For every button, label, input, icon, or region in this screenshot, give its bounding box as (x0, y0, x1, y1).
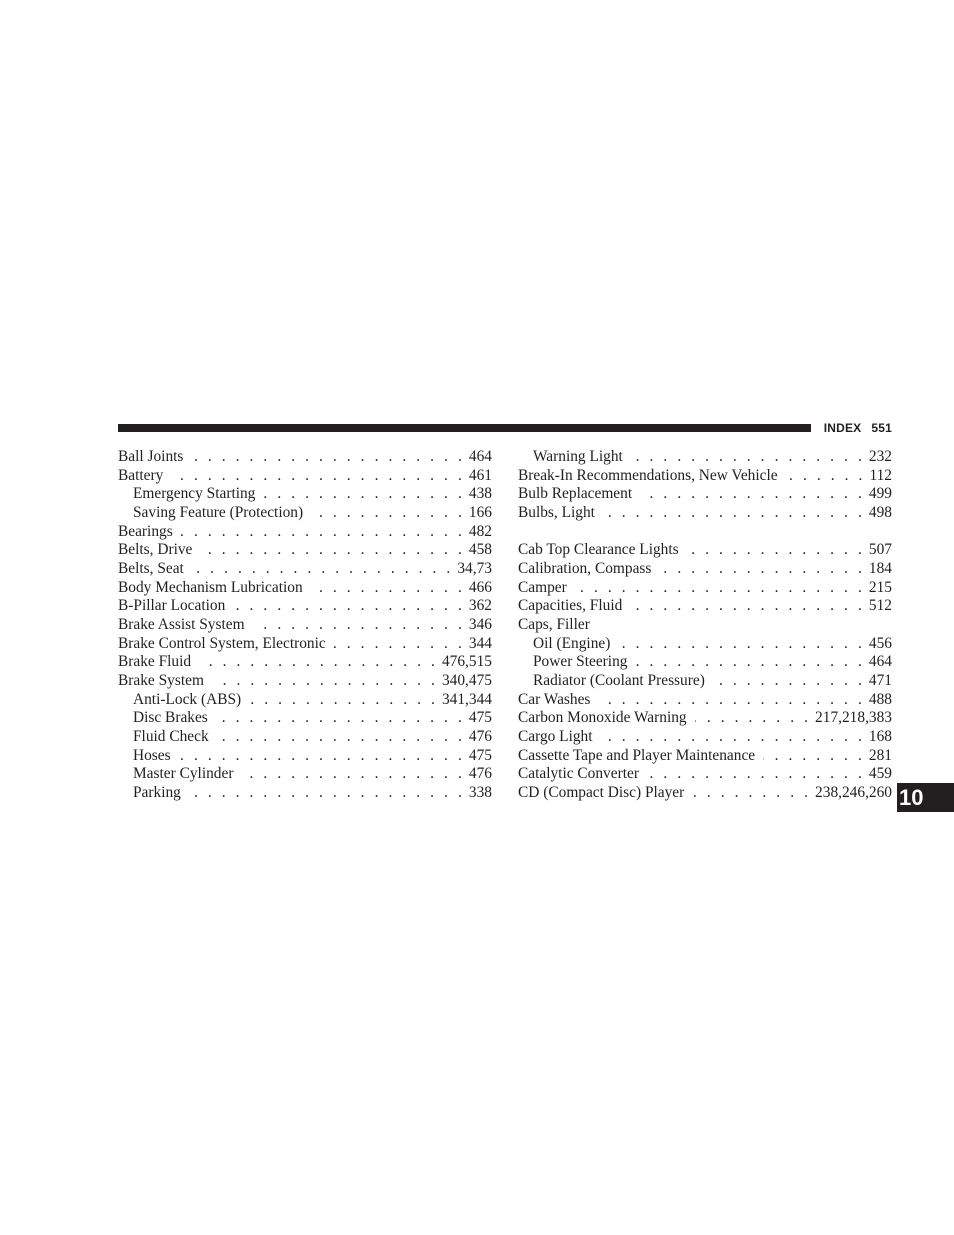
group-spacer (518, 523, 892, 542)
entry-term: Cab Top Clearance Lights (518, 541, 679, 559)
index-entry (518, 541, 892, 560)
dot-leader (692, 784, 811, 803)
dot-leader (659, 560, 865, 579)
entry-pages: 168 (868, 727, 892, 745)
entry-term: Belts, Drive (118, 541, 193, 559)
dot-leader (181, 523, 465, 542)
index-entry (518, 765, 892, 784)
entry-term: Master Cylinder (133, 765, 234, 783)
running-header (118, 419, 892, 437)
entry-term: Brake Control System, Electronic (118, 634, 326, 652)
dot-leader (189, 784, 465, 803)
dot-leader (603, 504, 865, 523)
index-entry (118, 653, 492, 672)
index-subentry (118, 784, 492, 803)
index-subentry (118, 728, 492, 747)
entry-pages: 238,246,260 (815, 783, 892, 801)
entry-term: Radiator (Coolant Pressure) (533, 671, 705, 689)
entry-term: Warning Light (533, 448, 623, 465)
dot-leader (233, 597, 465, 616)
entry-pages: 456 (868, 634, 892, 652)
entry-pages: 464 (868, 653, 892, 671)
dot-leader (311, 504, 465, 523)
index-entry (518, 616, 892, 635)
header-rule (118, 424, 811, 432)
entry-pages: 498 (868, 503, 892, 521)
entry-term: Anti-Lock (ABS) (133, 690, 242, 708)
index-entry (118, 616, 492, 635)
entry-pages: 217,218,383 (815, 709, 892, 727)
entry-term: Bulb Replacement (518, 485, 633, 503)
entry-pages: 438 (468, 485, 492, 503)
entry-term: Oil (Engine) (533, 634, 611, 652)
entry-term: Caps, Filler (518, 615, 590, 633)
index-subentry (518, 672, 892, 691)
index-subentry (518, 448, 892, 467)
entry-pages: 341,344 (441, 690, 492, 708)
index-entry (118, 579, 492, 598)
entry-term: B-Pillar Location (118, 597, 226, 615)
index-entry (118, 523, 492, 542)
entry-term: Emergency Starting (133, 485, 256, 503)
entry-pages: 344 (468, 634, 492, 652)
dot-leader (199, 653, 438, 672)
dot-leader (249, 691, 438, 710)
entry-pages: 476 (468, 765, 492, 783)
entry-term: Hoses (133, 746, 171, 764)
entry-term: Ball Joints (118, 448, 184, 465)
index-column-right (518, 448, 892, 802)
entry-pages: 464 (468, 448, 492, 465)
page-number: 551 (871, 421, 892, 435)
entry-pages: 476 (468, 727, 492, 745)
entry-pages: 346 (468, 615, 492, 633)
index-entry (518, 709, 892, 728)
dot-leader (179, 747, 465, 766)
entry-pages: 340,475 (441, 671, 492, 689)
index-subentry (118, 504, 492, 523)
entry-term: Battery (118, 466, 164, 484)
index-group-c (518, 541, 892, 802)
entry-term: Brake Assist System (118, 615, 245, 633)
entry-pages: 184 (868, 559, 892, 577)
dot-leader (334, 635, 465, 654)
index-subentry (118, 709, 492, 728)
index-entry (518, 691, 892, 710)
index-subentry (118, 691, 492, 710)
section-label: INDEX (823, 421, 862, 435)
index-entry (118, 541, 492, 560)
entry-pages: 507 (868, 541, 892, 559)
entry-term: Parking (133, 783, 181, 801)
index-entry (518, 747, 892, 766)
entry-pages: 112 (869, 466, 892, 484)
entry-term: Carbon Monoxide Warning (518, 709, 687, 727)
dot-leader (575, 579, 865, 598)
entry-pages: 512 (868, 597, 892, 615)
entry-pages: 166 (468, 503, 492, 521)
index-subentry (518, 653, 892, 672)
index-entry (118, 635, 492, 654)
index-subentry (118, 485, 492, 504)
entry-term: Bulbs, Light (518, 503, 595, 521)
entry-pages: 475 (468, 746, 492, 764)
entry-pages: 459 (868, 765, 892, 783)
index-subentry (518, 635, 892, 654)
dot-leader (786, 467, 866, 486)
index-entry (118, 448, 492, 467)
dot-leader (647, 765, 865, 784)
dot-leader (192, 560, 454, 579)
index-entry (518, 784, 892, 803)
dot-leader (695, 709, 811, 728)
header-label (824, 419, 892, 437)
entry-pages: 475 (468, 709, 492, 727)
dot-leader (217, 728, 465, 747)
entry-pages: 338 (468, 783, 492, 801)
index-entry (518, 560, 892, 579)
dot-leader (212, 672, 438, 691)
index-entry (118, 597, 492, 616)
entry-term: Capacities, Fluid (518, 597, 623, 615)
dot-leader (598, 691, 864, 710)
entry-pages: 466 (468, 578, 492, 596)
dot-leader (601, 728, 865, 747)
dot-leader (191, 448, 464, 467)
entry-term: Saving Feature (Protection) (133, 503, 304, 521)
entry-pages: 232 (868, 448, 892, 465)
entry-term: Bearings (118, 522, 173, 540)
entry-pages: 34,73 (457, 559, 492, 577)
dot-leader (263, 485, 465, 504)
entry-term: Car Washes (518, 690, 591, 708)
index-entry (518, 485, 892, 504)
entry-pages: 362 (468, 597, 492, 615)
entry-term: Fluid Check (133, 727, 209, 745)
entry-pages: 471 (868, 671, 892, 689)
dot-leader (763, 747, 865, 766)
dot-leader (635, 653, 864, 672)
dot-leader (687, 541, 865, 560)
entry-term: Belts, Seat (118, 559, 184, 577)
entry-pages: 281 (868, 746, 892, 764)
dot-leader (618, 635, 865, 654)
index-entry (518, 597, 892, 616)
entry-pages: 488 (868, 690, 892, 708)
dot-leader (253, 616, 465, 635)
entry-term: Brake Fluid (118, 653, 192, 671)
dot-leader (311, 579, 465, 598)
entry-term: Calibration, Compass (518, 559, 652, 577)
entry-pages: 458 (468, 541, 492, 559)
dot-leader (640, 485, 865, 504)
index-entry (518, 579, 892, 598)
dot-leader (630, 597, 865, 616)
entry-term: Body Mechanism Lubrication (118, 578, 303, 596)
dot-leader (200, 541, 465, 560)
dot-leader (171, 467, 465, 486)
dot-leader (631, 448, 865, 467)
entry-term: Disc Brakes (133, 709, 208, 727)
entry-term: Cassette Tape and Player Maintenance (518, 746, 756, 764)
entry-pages: 215 (868, 578, 892, 596)
entry-pages: 482 (468, 522, 492, 540)
dot-leader (713, 672, 865, 691)
index-column-left (118, 448, 492, 802)
entry-pages: 461 (468, 466, 492, 484)
dot-leader (216, 709, 465, 728)
entry-term: Brake System (118, 671, 204, 689)
index-entry (118, 672, 492, 691)
index-entry (118, 467, 492, 486)
entry-term: CD (Compact Disc) Player (518, 783, 685, 801)
entry-pages: 499 (868, 485, 892, 503)
index-subentry (118, 747, 492, 766)
index-entry (518, 467, 892, 486)
index-entry (518, 504, 892, 523)
index-entry (118, 560, 492, 579)
chapter-tab: 10 (897, 783, 954, 812)
entry-pages: 476,515 (441, 653, 492, 671)
entry-term: Camper (518, 578, 567, 596)
entry-term: Break-In Recommendations, New Vehicle (518, 466, 778, 484)
index-entry (518, 728, 892, 747)
entry-term: Cargo Light (518, 727, 593, 745)
entry-term: Power Steering (533, 653, 628, 671)
entry-term: Catalytic Converter (518, 765, 639, 783)
index-subentry (118, 765, 492, 784)
index-group-b-continued (518, 448, 892, 523)
dot-leader (241, 765, 464, 784)
